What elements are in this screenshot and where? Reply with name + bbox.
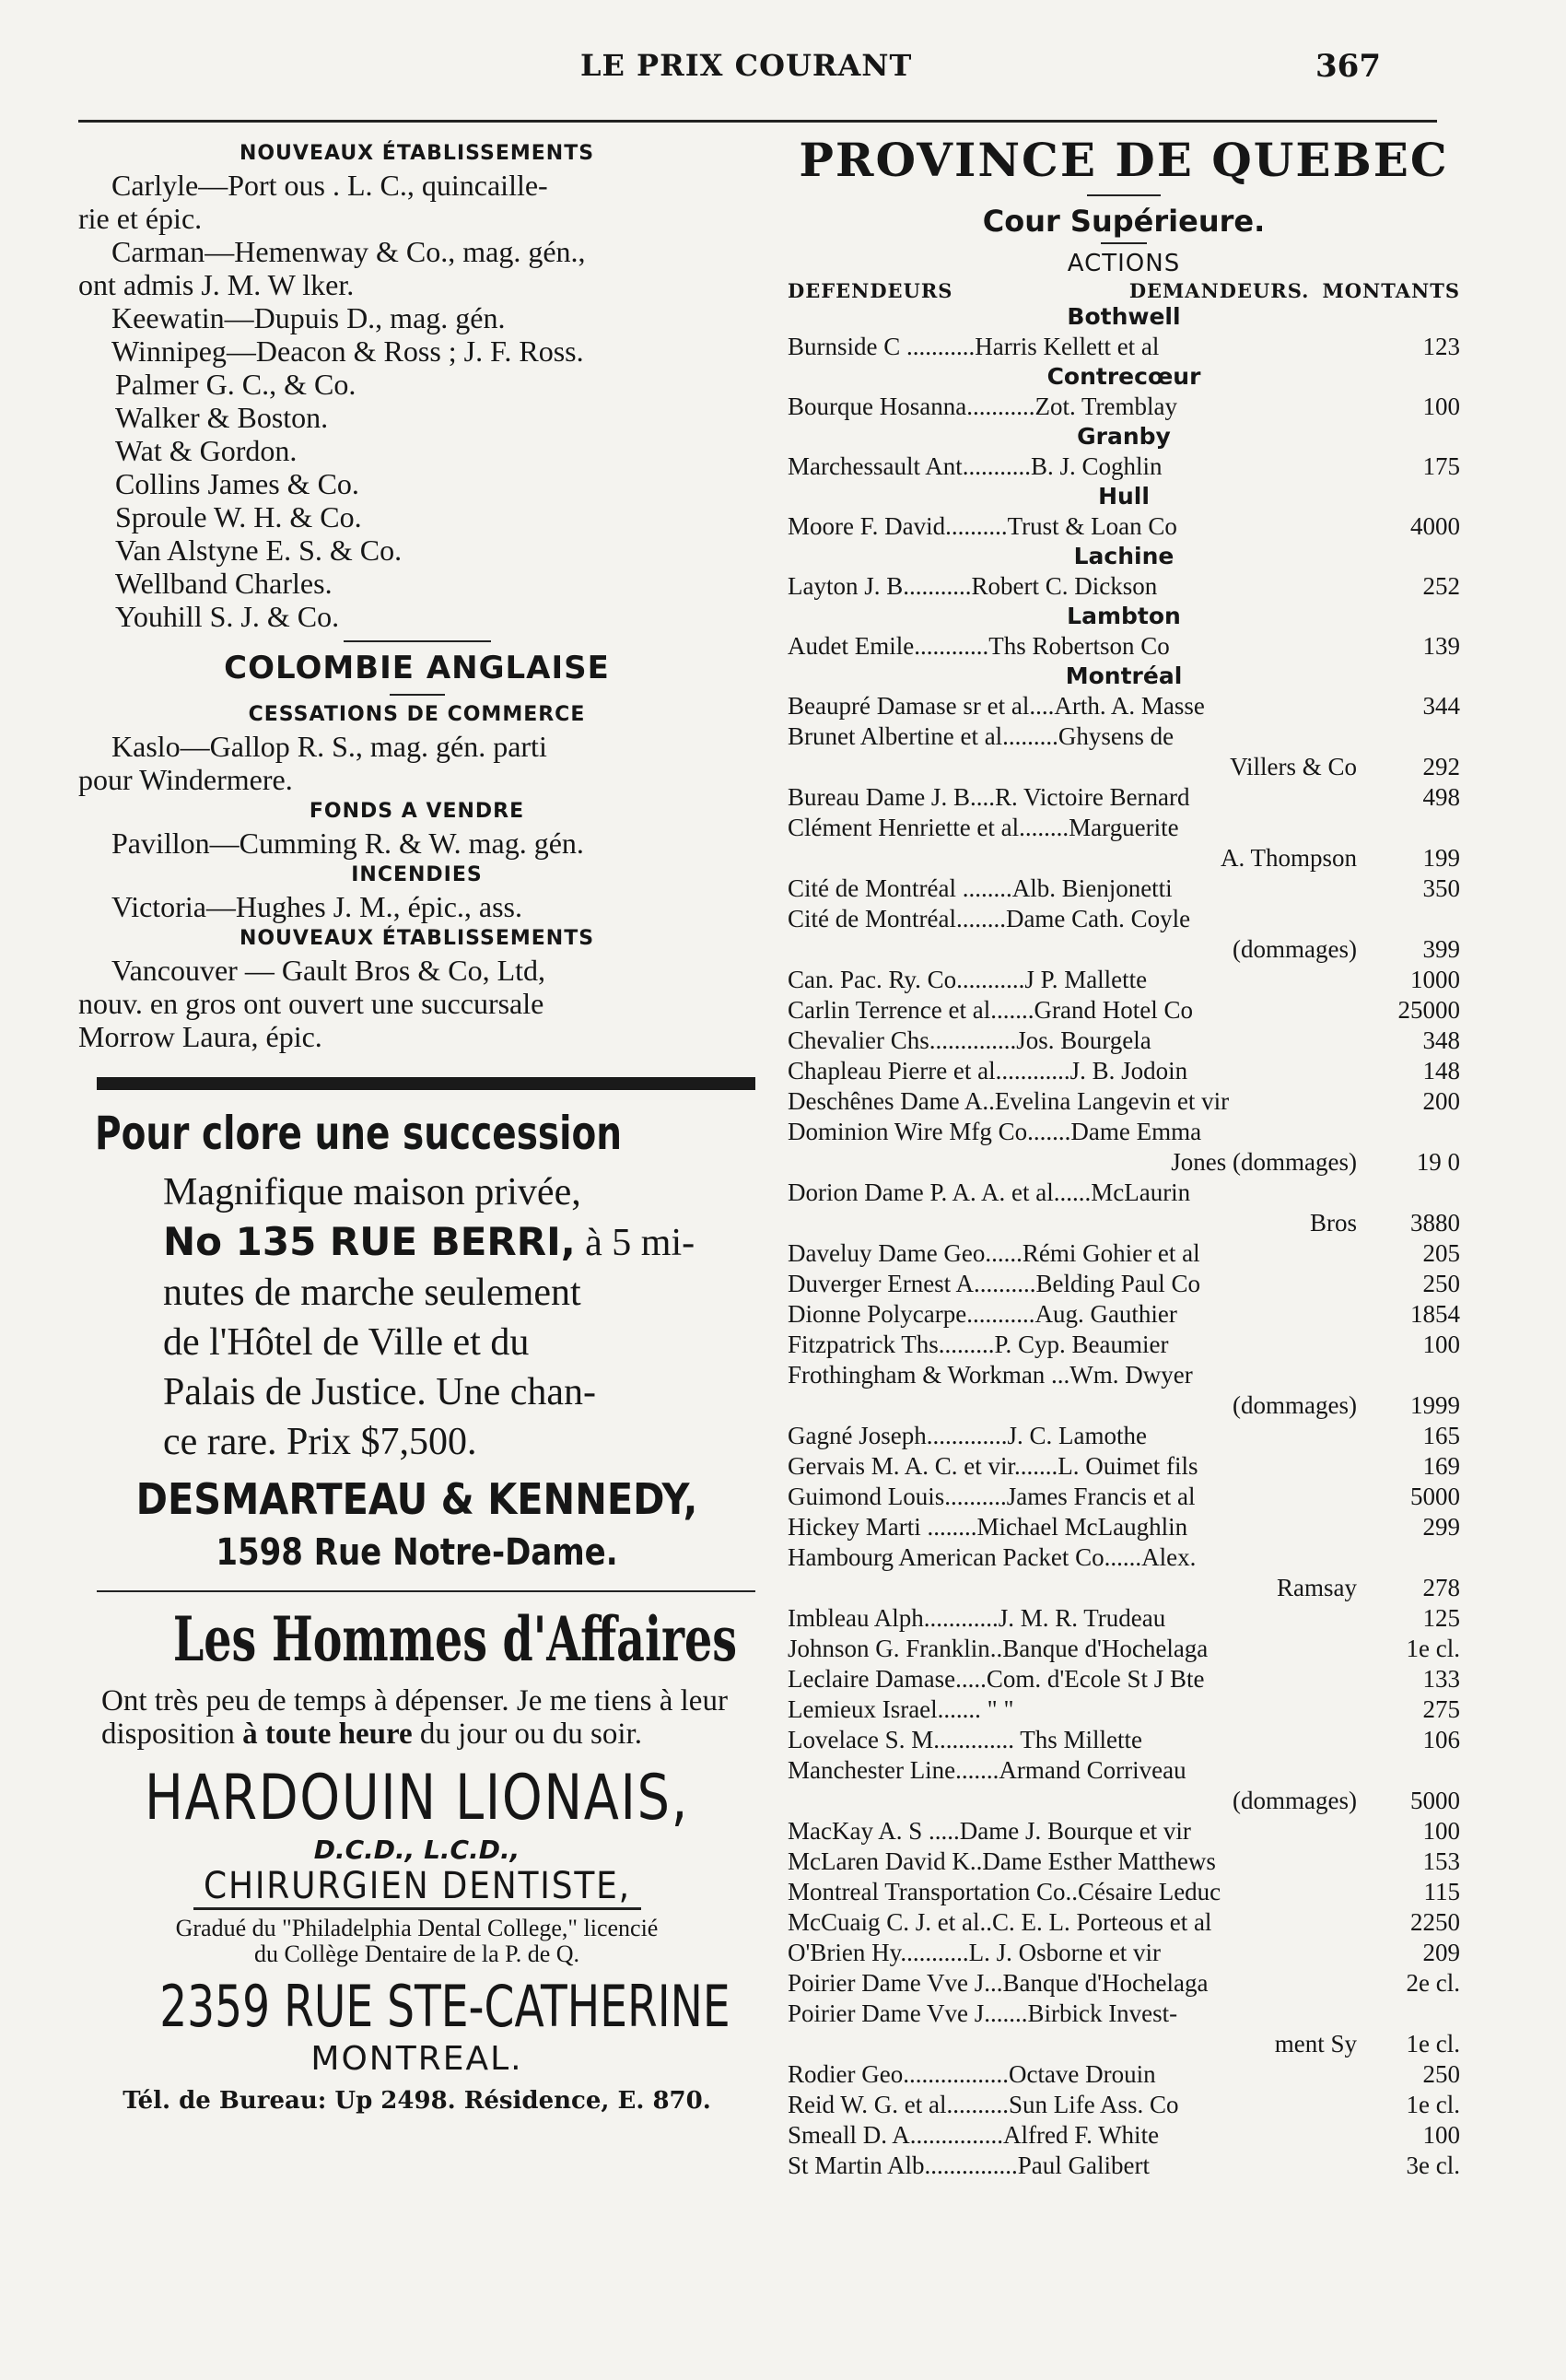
- case-row: [788, 1877, 1460, 1907]
- case-amount: 5000: [1410, 1787, 1460, 1814]
- case-amount: 1e cl.: [1406, 2091, 1460, 2118]
- case-continuation: [788, 1573, 1460, 1603]
- ad-headline: Pour clore une succession: [95, 1107, 623, 1160]
- entry-line: Winnipeg—Deacon & Ross ; J. F. Ross.: [111, 334, 584, 368]
- nouveaux-entries: [78, 169, 755, 368]
- case-parties: Chapleau Pierre et al............J. B. Jodoin: [788, 1057, 1188, 1084]
- case-row: [788, 511, 1460, 542]
- running-header: [0, 48, 1566, 85]
- case-parties: Hickey Marti ........Michael McLaughlin: [788, 1513, 1188, 1541]
- case-row: [788, 1238, 1460, 1269]
- case-amount: 199: [1422, 844, 1460, 872]
- case-row: [788, 1451, 1460, 1482]
- section-title-nouveaux-2: NOUVEAUX ÉTABLISSEMENTS: [239, 927, 595, 950]
- case-row: [788, 1664, 1460, 1694]
- case-amount: [1368, 1999, 1460, 2029]
- case-row: [788, 1026, 1460, 1056]
- case-amount: 100: [1422, 1331, 1460, 1358]
- list-item: Wellband Charles.: [115, 567, 333, 600]
- case-parties: Gagné Joseph.............J. C. Lamothe: [788, 1422, 1147, 1449]
- case-amount: 1999: [1410, 1391, 1460, 1419]
- case-amount: 153: [1422, 1847, 1460, 1875]
- case-row: [788, 1938, 1460, 1968]
- town-heading: Lachine: [1073, 543, 1174, 569]
- entry-line: Pavillon—Cumming R. & W. mag. gén.: [111, 827, 584, 860]
- col-defendeurs: DEFENDEURS: [788, 279, 953, 302]
- case-row: [788, 631, 1460, 662]
- list-item: Sproule W. H. & Co.: [115, 500, 362, 533]
- case-amount: 1854: [1410, 1300, 1460, 1328]
- case-parties: Beaupré Damase sr et al....Arth. A. Masse: [788, 692, 1205, 720]
- dentist-telephone: Tél. de Bureau: Up 2498. Résidence, E. 870.: [123, 2087, 711, 2115]
- ad-divider: [97, 1077, 755, 1090]
- dentist-name: HARDOUIN LIONAIS,: [144, 1762, 690, 1835]
- case-row: [788, 1117, 1460, 1147]
- town-heading: Bothwell: [1067, 303, 1181, 330]
- case-amount: 200: [1422, 1087, 1460, 1115]
- case-amount: 100: [1422, 393, 1460, 420]
- list-item: Palmer G. C., & Co.: [115, 368, 356, 401]
- case-parties: MacKay A. S .....Dame J. Bourque et vir: [788, 1817, 1191, 1845]
- dentist-city: MONTREAL.: [310, 2040, 523, 2078]
- section-title-nouveaux: NOUVEAUX ÉTABLISSEMENTS: [239, 142, 595, 165]
- case-parties: A. Thompson: [1220, 844, 1357, 872]
- cases-list: [788, 302, 1460, 2181]
- case-row: [788, 782, 1460, 813]
- case-row: [788, 995, 1460, 1026]
- entry-line: Kaslo—Gallop R. S., mag. gén. parti: [111, 730, 547, 763]
- case-row: [788, 1603, 1460, 1634]
- case-amount: 278: [1422, 1574, 1460, 1601]
- case-amount: 399: [1422, 935, 1460, 963]
- case-parties: (dommages): [1233, 1391, 1357, 1419]
- ad-text: Ont très peu de temps à dépenser. Je me tiens à leur disposition: [101, 1684, 728, 1751]
- case-amount: 115: [1423, 1878, 1460, 1905]
- ad-firm: DESMARTEAU & KENNEDY,: [135, 1474, 698, 1524]
- case-row: [788, 1269, 1460, 1299]
- case-continuation: [788, 752, 1460, 782]
- section-title-colombie: COLOMBIE ANGLAISE: [224, 650, 610, 686]
- case-parties: Jones (dommages): [1171, 1148, 1357, 1176]
- case-amount: 100: [1422, 2121, 1460, 2149]
- case-parties: McCuaig C. J. et al..C. E. L. Porteous et al: [788, 1908, 1212, 1936]
- case-parties: Clément Henriette et al........Marguerite: [788, 814, 1179, 841]
- section-title-fonds: FONDS A VENDRE: [309, 800, 525, 823]
- case-amount: [1368, 904, 1460, 934]
- court-title: Cour Supérieure.: [982, 204, 1266, 239]
- case-row: [788, 1816, 1460, 1847]
- entry-line: Morrow Laura, épic.: [78, 1020, 322, 1053]
- case-parties: Villers & Co: [1230, 753, 1357, 780]
- col-demandeurs: DEMANDEURS.: [1128, 279, 1310, 302]
- list-item: Wat & Gordon.: [115, 434, 298, 467]
- case-parties: (dommages): [1233, 1787, 1357, 1814]
- ad-text: du jour ou du soir.: [419, 1718, 642, 1751]
- page-number: 367: [1315, 48, 1381, 85]
- column-headers: [788, 279, 1460, 302]
- case-row: [788, 1299, 1460, 1330]
- case-row: [788, 873, 1460, 904]
- case-parties: Hambourg American Packet Co......Alex.: [788, 1543, 1197, 1571]
- case-row: [788, 1330, 1460, 1360]
- journal-title: LE PRIX COURANT: [580, 48, 913, 83]
- ad-line: Magnifique maison privée,: [163, 1171, 581, 1213]
- ad-line-rest: à 5 mi-: [585, 1222, 695, 1264]
- case-amount: 348: [1422, 1026, 1460, 1054]
- case-parties: Frothingham & Workman ...Wm. Dwyer: [788, 1361, 1193, 1389]
- header-rule: [78, 120, 1437, 123]
- case-amount: 106: [1422, 1726, 1460, 1753]
- ad-paragraph: [78, 1684, 755, 1751]
- case-row: [788, 2120, 1460, 2151]
- case-row: [788, 571, 1460, 602]
- list-item: Collins James & Co.: [115, 467, 359, 500]
- case-amount: 19 0: [1416, 1148, 1460, 1176]
- case-amount: 344: [1422, 692, 1460, 720]
- case-amount: [1368, 1178, 1460, 1208]
- case-row: [788, 1086, 1460, 1117]
- case-parties: Layton J. B...........Robert C. Dickson: [788, 572, 1158, 600]
- dentist-street: 2359 RUE STE-CATHERINE: [159, 1973, 730, 2040]
- case-parties: Fitzpatrick Ths.........P. Cyp. Beaumier: [788, 1331, 1169, 1358]
- entry-line: nouv. en gros ont ouvert une succursale: [78, 987, 544, 1020]
- case-row: [788, 691, 1460, 721]
- case-parties: Burnside C ...........Harris Kellett et al: [788, 333, 1160, 360]
- case-parties: Marchessault Ant...........B. J. Coghlin: [788, 452, 1163, 480]
- actions-heading: ACTIONS: [1067, 250, 1181, 277]
- case-amount: 498: [1422, 783, 1460, 811]
- case-parties: Deschênes Dame A..Evelina Langevin et vir: [788, 1087, 1230, 1115]
- right-column: [788, 133, 1460, 2181]
- case-parties: Montreal Transportation Co..Césaire Leduc: [788, 1878, 1221, 1905]
- case-continuation: [788, 2029, 1460, 2059]
- case-row: [788, 1634, 1460, 1664]
- case-amount: 1000: [1410, 966, 1460, 993]
- case-row: [788, 2059, 1460, 2090]
- case-amount: 350: [1422, 874, 1460, 902]
- case-amount: 209: [1422, 1939, 1460, 1966]
- case-parties: Guimond Louis..........James Francis et al: [788, 1483, 1196, 1510]
- left-column: [78, 138, 755, 2115]
- case-parties: Smeall D. A...............Alfred F. White: [788, 2121, 1160, 2149]
- case-parties: Johnson G. Franklin..Banque d'Hochelaga: [788, 1635, 1209, 1662]
- case-row: [788, 2090, 1460, 2120]
- case-parties: Carlin Terrence et al.......Grand Hotel Co: [788, 996, 1193, 1024]
- dentist-degrees: D.C.D., L.C.D.,: [313, 1835, 520, 1865]
- case-row: [788, 451, 1460, 482]
- case-parties: Rodier Geo.................Octave Drouin: [788, 2060, 1156, 2088]
- case-amount: 2e cl.: [1406, 1969, 1460, 1997]
- case-parties: Poirier Dame Vve J...Banque d'Hochelaga: [788, 1969, 1209, 1997]
- ad-line: Palais de Justice. Une chan-: [163, 1371, 597, 1413]
- case-amount: [1368, 1755, 1460, 1786]
- ad-line: de l'Hôtel de Ville et du: [163, 1321, 530, 1364]
- grad-line: du Collège Dentaire de la P. de Q.: [253, 1940, 580, 1967]
- entry-line: rie et épic.: [78, 202, 203, 235]
- case-amount: [1368, 721, 1460, 752]
- case-amount: 3880: [1410, 1209, 1460, 1237]
- ad-divider: [97, 1590, 755, 1592]
- case-row: [788, 1907, 1460, 1938]
- case-parties: Dorion Dame P. A. A. et al......McLaurin: [788, 1178, 1191, 1206]
- list-item: Van Alstyne E. S. & Co.: [115, 533, 403, 567]
- case-continuation: [788, 843, 1460, 873]
- case-amount: 299: [1422, 1513, 1460, 1541]
- case-amount: 275: [1422, 1695, 1460, 1723]
- case-amount: 3e cl.: [1406, 2151, 1460, 2179]
- case-parties: Manchester Line.......Armand Corriveau: [788, 1756, 1186, 1784]
- case-parties: Leclaire Damase.....Com. d'Ecole St J Bte: [788, 1665, 1205, 1693]
- case-row: [788, 392, 1460, 422]
- case-row: [788, 721, 1460, 752]
- case-row: [788, 1999, 1460, 2029]
- case-amount: 123: [1422, 333, 1460, 360]
- ad-body: [78, 1167, 753, 1467]
- section-title-incendies: INCENDIES: [351, 863, 483, 886]
- case-parties: Audet Emile............Ths Robertson Co: [788, 632, 1170, 660]
- case-amount: 4000: [1410, 512, 1460, 540]
- case-row: [788, 1725, 1460, 1755]
- case-parties: Bros: [1309, 1209, 1357, 1237]
- list-item: Youhill S. J. & Co.: [115, 600, 340, 633]
- case-row: [788, 1542, 1460, 1573]
- case-continuation: [788, 1208, 1460, 1238]
- town-heading: Granby: [1077, 423, 1171, 450]
- divider: [1087, 194, 1161, 196]
- dentist-profession: CHIRURGIEN DENTISTE,: [193, 1865, 641, 1910]
- case-row: [788, 1755, 1460, 1786]
- case-parties: St Martin Alb...............Paul Galibert: [788, 2151, 1150, 2179]
- case-amount: 1e cl.: [1406, 2030, 1460, 2058]
- case-amount: 2250: [1410, 1908, 1460, 1936]
- case-row: [788, 1694, 1460, 1725]
- case-amount: 205: [1422, 1239, 1460, 1267]
- town-heading: Contrecœur: [1046, 363, 1201, 390]
- ad-address: No 135 RUE BERRI,: [163, 1219, 576, 1264]
- case-amount: 250: [1422, 2060, 1460, 2088]
- case-parties: Bureau Dame J. B....R. Victoire Bernard: [788, 783, 1190, 811]
- dentist-graduation: [78, 1916, 755, 1967]
- ad-line: [163, 1217, 753, 1268]
- case-row: [788, 1512, 1460, 1542]
- case-amount: 292: [1422, 753, 1460, 780]
- case-row: [788, 2151, 1460, 2181]
- case-amount: 1e cl.: [1406, 1635, 1460, 1662]
- case-row: [788, 1847, 1460, 1877]
- case-amount: 250: [1422, 1270, 1460, 1297]
- case-parties: O'Brien Hy...........L. J. Osborne et vir: [788, 1939, 1162, 1966]
- case-amount: [1368, 1117, 1460, 1147]
- divider: [344, 640, 491, 642]
- entry-line: Carman—Hemenway & Co., mag. gén.,: [111, 235, 586, 268]
- case-row: [788, 1482, 1460, 1512]
- section-title-cessations: CESSATIONS DE COMMERCE: [248, 703, 586, 726]
- province-title: PROVINCE DE QUEBEC: [799, 133, 1449, 187]
- case-parties: Duverger Ernest A..........Belding Paul Co: [788, 1270, 1200, 1297]
- case-amount: 100: [1422, 1817, 1460, 1845]
- case-amount: 5000: [1410, 1483, 1460, 1510]
- ad-line: ce rare. Prix $7,500.: [163, 1421, 477, 1463]
- divider: [390, 694, 445, 696]
- case-amount: 169: [1422, 1452, 1460, 1480]
- case-amount: 125: [1422, 1604, 1460, 1632]
- case-row: [788, 332, 1460, 362]
- case-parties: Gervais M. A. C. et vir.......L. Ouimet fils: [788, 1452, 1198, 1480]
- case-amount: [1368, 813, 1460, 843]
- case-amount: [1368, 1360, 1460, 1390]
- case-parties: Daveluy Dame Geo......Rémi Gohier et al: [788, 1239, 1200, 1267]
- case-row: [788, 1056, 1460, 1086]
- case-amount: 148: [1422, 1057, 1460, 1084]
- case-parties: Dionne Polycarpe...........Aug. Gauthier: [788, 1300, 1177, 1328]
- case-parties: Lemieux Israel....... " ": [788, 1695, 1014, 1723]
- col-montants: MONTANTS: [1322, 279, 1460, 302]
- ad-firm-address: 1598 Rue Notre-Dame.: [216, 1531, 618, 1574]
- case-row: [788, 965, 1460, 995]
- case-row: [788, 904, 1460, 934]
- case-parties: Imbleau Alph............J. M. R. Trudeau: [788, 1604, 1166, 1632]
- case-parties: Lovelace S. M............. Ths Millette: [788, 1726, 1142, 1753]
- case-parties: Moore F. David..........Trust & Loan Co: [788, 512, 1177, 540]
- case-parties: McLaren David K..Dame Esther Matthews: [788, 1847, 1216, 1875]
- winnipeg-list: [78, 368, 755, 633]
- ad-line: nutes de marche seulement: [163, 1272, 581, 1314]
- case-parties: Can. Pac. Ry. Co...........J P. Mallette: [788, 966, 1148, 993]
- ad-text-bold: à toute heure: [242, 1718, 413, 1751]
- case-row: [788, 1178, 1460, 1208]
- town-heading: Hull: [1098, 483, 1150, 510]
- case-parties: ment Sy: [1274, 2030, 1357, 2058]
- entry-line: Keewatin—Dupuis D., mag. gén.: [111, 301, 506, 334]
- case-parties: Bourque Hosanna...........Zot. Tremblay: [788, 393, 1177, 420]
- case-continuation: [788, 1390, 1460, 1421]
- dentiste-advertisement: [78, 1603, 755, 2115]
- case-amount: 165: [1422, 1422, 1460, 1449]
- divider: [1101, 242, 1147, 244]
- case-row: [788, 1968, 1460, 1999]
- case-parties: Brunet Albertine et al.........Ghysens de: [788, 722, 1174, 750]
- case-parties: Poirier Dame Vve J.......Birbick Invest-: [788, 1999, 1178, 2027]
- case-row: [788, 1421, 1460, 1451]
- case-parties: Reid W. G. et al..........Sun Life Ass. Co: [788, 2091, 1179, 2118]
- case-row: [788, 813, 1460, 843]
- case-continuation: [788, 1147, 1460, 1178]
- case-amount: 175: [1422, 452, 1460, 480]
- grad-line: Gradué du "Philadelphia Dental College," licencié: [175, 1915, 659, 1941]
- entry-line: Carlyle—Port ous . L. C., quincaille-: [111, 169, 548, 202]
- list-item: Walker & Boston.: [115, 401, 329, 434]
- case-continuation: [788, 934, 1460, 965]
- entry-line: pour Windermere.: [78, 763, 293, 796]
- entry-line: Vancouver — Gault Bros & Co, Ltd,: [111, 954, 546, 987]
- case-parties: Cité de Montréal........Dame Cath. Coyle: [788, 905, 1191, 932]
- town-heading: Lambton: [1067, 603, 1181, 629]
- case-amount: 133: [1422, 1665, 1460, 1693]
- succession-advertisement: [78, 1107, 755, 1574]
- entry-line: Victoria—Hughes J. M., épic., ass.: [111, 890, 522, 923]
- case-parties: Dominion Wire Mfg Co.......Dame Emma: [788, 1118, 1202, 1145]
- case-amount: [1368, 1542, 1460, 1573]
- town-heading: Montréal: [1065, 662, 1183, 689]
- case-amount: 25000: [1397, 996, 1460, 1024]
- case-parties: Ramsay: [1277, 1574, 1357, 1601]
- ad-headline: Les Hommes d'Affaires: [172, 1603, 738, 1675]
- entry-line: ont admis J. M. W lker.: [78, 268, 355, 301]
- case-amount: 139: [1422, 632, 1460, 660]
- case-parties: Cité de Montréal ........Alb. Bienjonetti: [788, 874, 1173, 902]
- case-row: [788, 1360, 1460, 1390]
- case-continuation: [788, 1786, 1460, 1816]
- case-parties: Chevalier Chs..............Jos. Bourgela: [788, 1026, 1151, 1054]
- case-parties: (dommages): [1233, 935, 1357, 963]
- case-amount: 252: [1422, 572, 1460, 600]
